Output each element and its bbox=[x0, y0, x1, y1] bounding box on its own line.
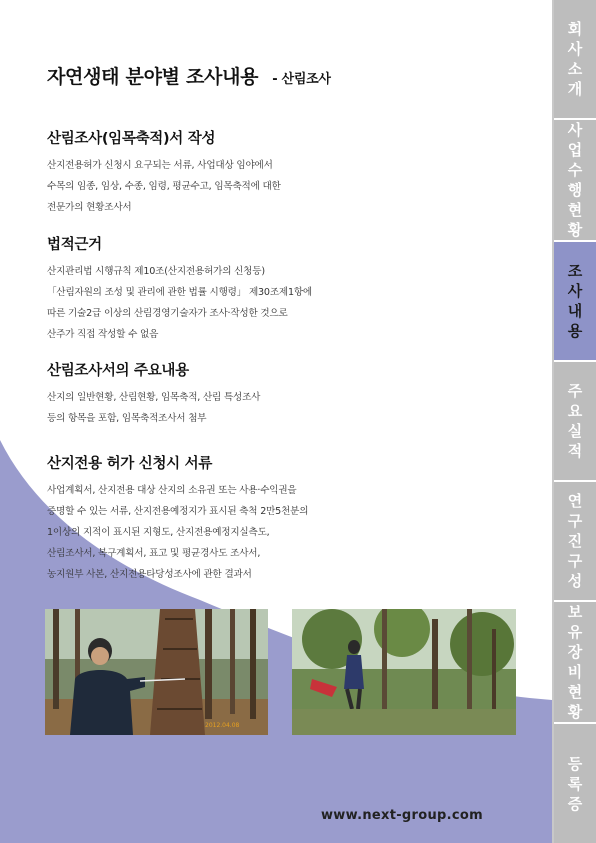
tab-char: 록 bbox=[567, 774, 583, 793]
tab-char: 사 bbox=[567, 121, 583, 139]
section-line: 「산림자원의 조성 및 관리에 관한 법률 시행령」 제30조제1항에 bbox=[47, 287, 312, 298]
tab-char: 현 bbox=[567, 683, 583, 701]
tab-char: 황 bbox=[567, 221, 583, 239]
tab-char: 주 bbox=[567, 382, 583, 400]
tab-char: 수 bbox=[567, 161, 583, 179]
tab-equipment-status[interactable] bbox=[554, 602, 596, 722]
page-title bbox=[47, 62, 331, 89]
tab-char: 황 bbox=[567, 703, 583, 721]
tab-char: 구 bbox=[567, 552, 583, 570]
tab-char: 유 bbox=[567, 623, 583, 641]
tab-char: 구 bbox=[567, 512, 583, 530]
tab-char: 개 bbox=[567, 80, 583, 98]
photo-tree-measurement bbox=[45, 609, 268, 735]
section-line: 등의 항목을 포함, 임목축적조사서 첨부 bbox=[47, 413, 207, 424]
tab-char: 용 bbox=[567, 322, 583, 340]
tab-char: 요 bbox=[567, 402, 583, 420]
tab-char: 증 bbox=[567, 794, 583, 813]
section-line: 따른 기술2급 이상의 산림경영기술자가 조사·작성한 것으로 bbox=[47, 308, 288, 319]
section-line: 산지관리법 시행규칙 제10조(산지전용허가의 신청등) bbox=[47, 266, 265, 277]
section-line: 1이상의 지적이 표시된 지형도, 산지전용예정지실측도, bbox=[47, 527, 270, 538]
tab-char: 사 bbox=[567, 40, 583, 58]
tab-project-status[interactable] bbox=[554, 120, 596, 240]
website-url[interactable]: www.next-group.com bbox=[321, 808, 483, 823]
tab-char: 진 bbox=[567, 532, 583, 550]
section-forest-survey bbox=[47, 127, 281, 218]
tab-char: 보 bbox=[567, 603, 583, 621]
tab-research-team[interactable] bbox=[554, 482, 596, 600]
tab-char: 실 bbox=[567, 422, 583, 440]
tab-char: 적 bbox=[567, 442, 583, 460]
tab-survey-contents[interactable] bbox=[554, 242, 596, 360]
tab-char: 현 bbox=[567, 201, 583, 219]
section-line: 전문가의 현황조사서 bbox=[47, 202, 132, 213]
tab-char: 비 bbox=[567, 663, 583, 681]
section-heading: 산림조사(임목축적)서 작성 bbox=[47, 131, 216, 147]
tab-char: 회 bbox=[567, 20, 583, 38]
tab-char: 내 bbox=[567, 302, 583, 320]
section-line: 산주가 직접 작성할 수 없음 bbox=[47, 329, 159, 340]
section-line: 산지의 일반현황, 산림현황, 임목축적, 산림 특성조사 bbox=[47, 392, 261, 403]
section-heading: 산지전용 허가 신청시 서류 bbox=[47, 456, 213, 472]
section-permit-documents bbox=[47, 452, 308, 585]
section-legal-basis bbox=[47, 233, 312, 345]
section-main-contents bbox=[47, 359, 260, 429]
section-line: 농지원부 사본, 산지전용타당성조사에 관한 결과서 bbox=[47, 569, 252, 580]
tab-char: 사 bbox=[567, 282, 583, 300]
page-title-text: 자연생태 분야별 조사내용 bbox=[47, 66, 259, 88]
tab-char: 성 bbox=[567, 572, 583, 590]
tab-major-achievements[interactable] bbox=[554, 362, 596, 480]
tab-char: 조 bbox=[567, 262, 583, 280]
section-line: 증명할 수 있는 서류, 산지전용예정지가 표시된 축척 2만5천분의 bbox=[47, 506, 309, 517]
side-navigation bbox=[552, 0, 596, 843]
tab-char: 업 bbox=[567, 141, 583, 159]
tab-char: 장 bbox=[567, 643, 583, 661]
tab-char: 소 bbox=[567, 60, 583, 78]
tab-char: 등 bbox=[567, 754, 583, 773]
section-line: 산지전용허가 신청시 요구되는 서류, 사업대상 임야에서 bbox=[47, 160, 273, 171]
tab-char: 연 bbox=[567, 492, 583, 510]
photo-forest-survey bbox=[292, 609, 516, 735]
section-heading: 법적근거 bbox=[47, 237, 102, 253]
section-line: 산림조사서, 복구계획서, 표고 및 평균경사도 조사서, bbox=[47, 548, 261, 559]
section-line: 사업계획서, 산지전용 대상 산지의 소유권 또는 사용·수익권을 bbox=[47, 485, 297, 496]
section-heading: 산림조사서의 주요내용 bbox=[47, 363, 189, 379]
tab-registration-certificate[interactable] bbox=[554, 724, 596, 843]
svg-text:2012.04.08: 2012.04.08 bbox=[205, 722, 240, 729]
section-line: 수목의 임종, 임상, 수종, 임령, 평균수고, 임목축적에 대한 bbox=[47, 181, 281, 192]
page-subtitle: - 산림조사 bbox=[272, 72, 331, 87]
tab-char: 행 bbox=[567, 181, 583, 199]
tab-company-intro[interactable] bbox=[554, 0, 596, 118]
